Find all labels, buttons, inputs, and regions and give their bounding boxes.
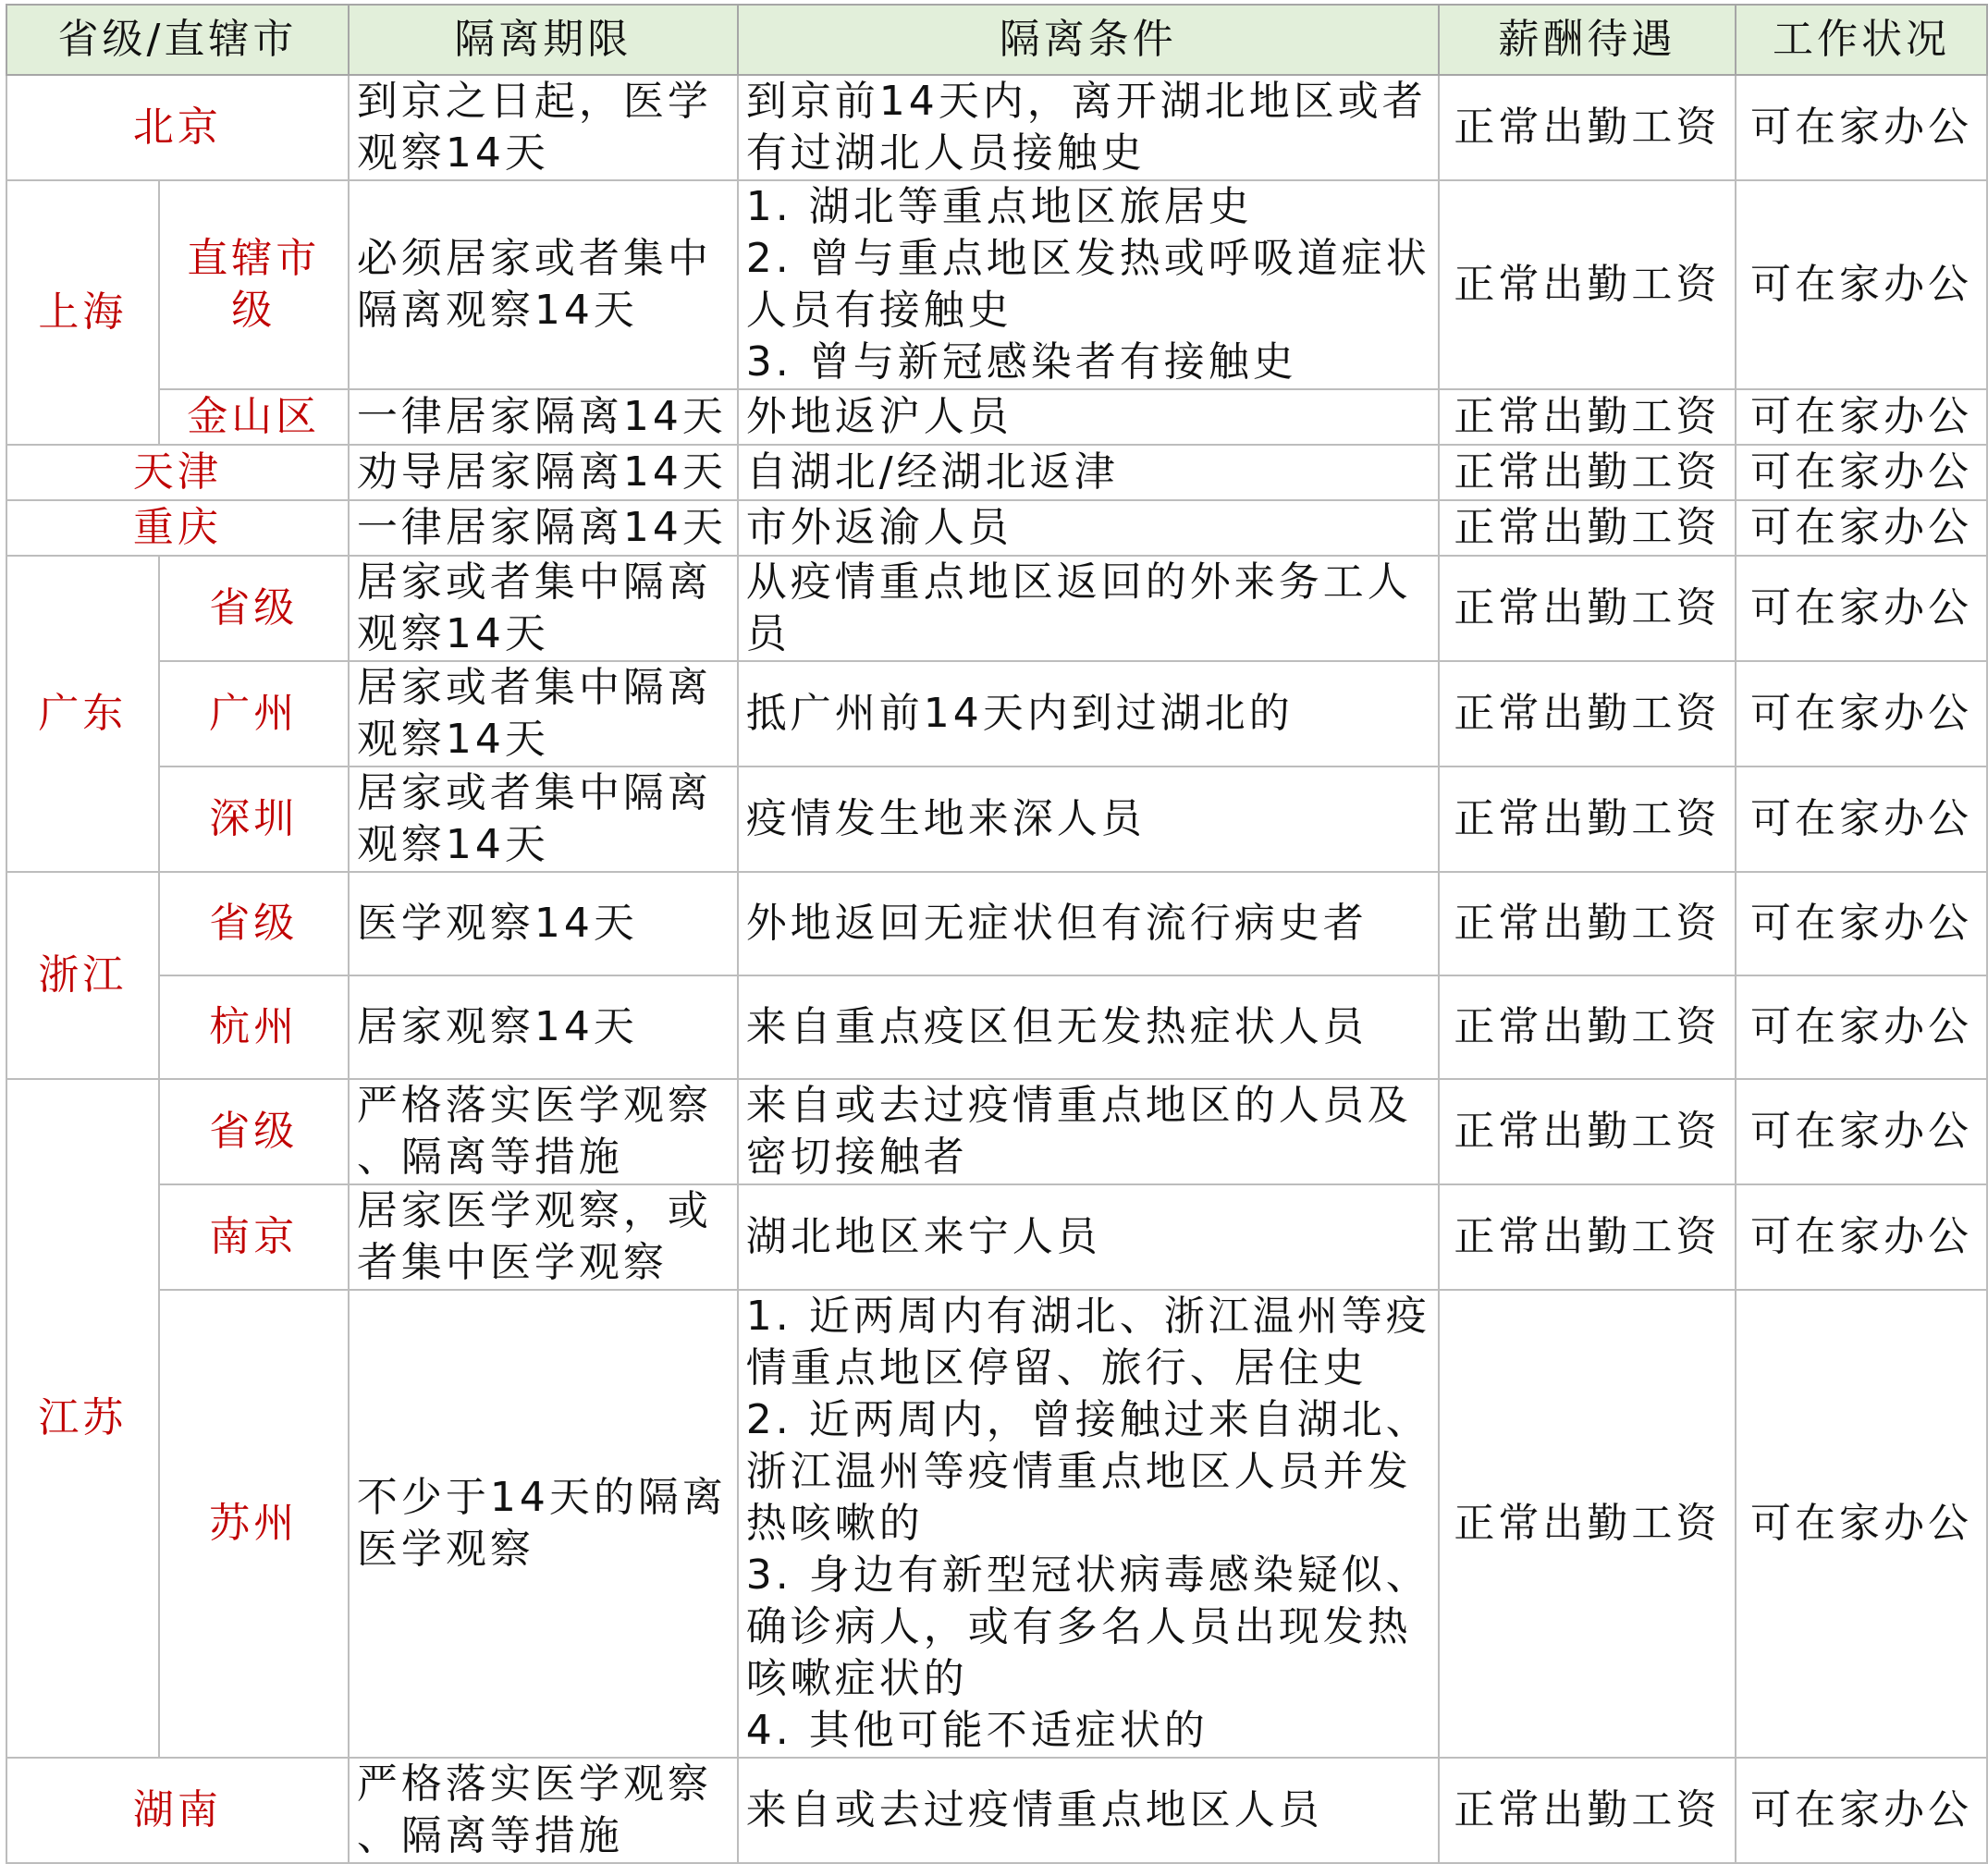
- period-cell: [349, 1079, 738, 1184]
- salary-cell: 正常出勤工资: [1439, 445, 1736, 500]
- period-line: 者集中医学观察: [356, 1239, 668, 1286]
- condition-line: 来自重点疫区但无发热症状人员: [745, 1003, 1368, 1050]
- period-cell: [349, 180, 738, 389]
- condition-cell: [738, 975, 1439, 1079]
- condition-cell: [738, 1079, 1439, 1184]
- table-row: [6, 1079, 1987, 1184]
- policy-table: [6, 4, 1988, 1864]
- table-row: [6, 872, 1987, 975]
- table-row: [6, 766, 1987, 872]
- period-line: 观察14天: [356, 610, 549, 657]
- condition-line: 3. 身边有新型冠状病毒感染疑似、: [745, 1551, 1430, 1599]
- condition-line: 从疫情重点地区返回的外来务工人: [745, 558, 1412, 606]
- subregion-cell: 直辖市级: [159, 180, 349, 389]
- period-line: 观察14天: [356, 716, 549, 763]
- period-line: 隔离观察14天: [356, 287, 638, 334]
- work-cell: 可在家办公: [1736, 75, 1987, 180]
- table-row: [6, 1758, 1987, 1863]
- header-row: [6, 5, 1987, 75]
- salary-cell: 正常出勤工资: [1439, 1758, 1736, 1863]
- condition-line: 3. 曾与新冠感染者有接触史: [745, 338, 1297, 386]
- subregion-cell: 苏州: [159, 1290, 349, 1758]
- condition-line: 来自或去过疫情重点地区的人员及: [745, 1082, 1412, 1129]
- condition-line: 确诊病人，或有多名人员出现发热: [745, 1603, 1412, 1650]
- period-cell: [349, 75, 738, 180]
- subregion-cell: 广州: [159, 661, 349, 766]
- salary-cell: 正常出勤工资: [1439, 1079, 1736, 1184]
- work-cell: 可在家办公: [1736, 445, 1987, 500]
- condition-cell: [738, 445, 1439, 500]
- period-line: 一律居家隔离14天: [356, 504, 727, 551]
- work-cell: 可在家办公: [1736, 556, 1987, 661]
- period-line: 居家或者集中隔离: [356, 558, 712, 606]
- condition-line: 2. 近两周内，曾接触过来自湖北、: [745, 1396, 1430, 1443]
- period-cell: [349, 766, 738, 872]
- condition-line: 有过湖北人员接触史: [745, 129, 1146, 177]
- period-line: 不少于14天的隔离: [356, 1474, 727, 1521]
- condition-line: 市外返渝人员: [745, 504, 1012, 551]
- condition-line: 员: [745, 610, 791, 657]
- condition-line: 1. 湖北等重点地区旅居史: [745, 183, 1253, 230]
- header-salary: 薪酬待遇: [1439, 5, 1736, 75]
- condition-line: 浙江温州等疫情重点地区人员并发: [745, 1448, 1412, 1495]
- condition-cell: [738, 556, 1439, 661]
- period-line: 一律居家隔离14天: [356, 393, 727, 440]
- region-cell: 广东: [6, 556, 159, 872]
- subregion-cell: 深圳: [159, 766, 349, 872]
- region-cell: 北京: [6, 75, 349, 180]
- salary-cell: 正常出勤工资: [1439, 389, 1736, 445]
- period-line: 医学观察: [356, 1526, 534, 1573]
- condition-line: 自湖北/经湖北返津: [745, 448, 1119, 496]
- condition-cell: [738, 1184, 1439, 1290]
- work-cell: 可在家办公: [1736, 180, 1987, 389]
- period-line: 居家或者集中隔离: [356, 769, 712, 816]
- condition-line: 到京前14天内，离开湖北地区或者: [745, 78, 1427, 125]
- table-row: [6, 75, 1987, 180]
- period-line: 观察14天: [356, 129, 549, 177]
- condition-line: 咳嗽症状的: [745, 1655, 968, 1702]
- salary-cell: 正常出勤工资: [1439, 180, 1736, 389]
- work-cell: 可在家办公: [1736, 661, 1987, 766]
- header-work: 工作状况: [1736, 5, 1987, 75]
- salary-cell: 正常出勤工资: [1439, 661, 1736, 766]
- region-cell: 上海: [6, 180, 159, 445]
- work-cell: 可在家办公: [1736, 1079, 1987, 1184]
- condition-line: 热咳嗽的: [745, 1500, 924, 1547]
- table-row: [6, 445, 1987, 500]
- condition-cell: [738, 180, 1439, 389]
- condition-line: 来自或去过疫情重点地区人员: [745, 1786, 1323, 1833]
- condition-cell: [738, 75, 1439, 180]
- table-row: [6, 180, 1987, 389]
- work-cell: 可在家办公: [1736, 975, 1987, 1079]
- table-row: [6, 389, 1987, 445]
- header-period: 隔离期限: [349, 5, 738, 75]
- period-cell: [349, 556, 738, 661]
- condition-line: 抵广州前14天内到过湖北的: [745, 690, 1294, 737]
- period-cell: [349, 1290, 738, 1758]
- period-line: 居家观察14天: [356, 1003, 638, 1050]
- condition-line: 2. 曾与重点地区发热或呼吸道症状: [745, 235, 1430, 282]
- table-row: [6, 1290, 1987, 1758]
- region-cell: 浙江: [6, 872, 159, 1079]
- period-line: 居家医学观察，或: [356, 1187, 712, 1234]
- period-line: 观察14天: [356, 821, 549, 868]
- condition-cell: [738, 766, 1439, 872]
- work-cell: 可在家办公: [1736, 1184, 1987, 1290]
- condition-line: 4. 其他可能不适症状的: [745, 1707, 1209, 1754]
- salary-cell: 正常出勤工资: [1439, 1290, 1736, 1758]
- table-row: [6, 1184, 1987, 1290]
- salary-cell: 正常出勤工资: [1439, 556, 1736, 661]
- period-cell: [349, 500, 738, 556]
- period-cell: [349, 389, 738, 445]
- subregion-cell: 杭州: [159, 975, 349, 1079]
- condition-cell: [738, 872, 1439, 975]
- period-line: 严格落实医学观察: [356, 1760, 712, 1808]
- work-cell: 可在家办公: [1736, 389, 1987, 445]
- work-cell: 可在家办公: [1736, 766, 1987, 872]
- period-line: 劝导居家隔离14天: [356, 448, 727, 496]
- period-cell: [349, 975, 738, 1079]
- period-cell: [349, 872, 738, 975]
- period-line: 、隔离等措施: [356, 1812, 623, 1859]
- subregion-cell: 金山区: [159, 389, 349, 445]
- region-cell: 湖南: [6, 1758, 349, 1863]
- condition-cell: [738, 1290, 1439, 1758]
- condition-line: 1. 近两周内有湖北、浙江温州等疫: [745, 1293, 1430, 1340]
- period-line: 严格落实医学观察: [356, 1082, 712, 1129]
- period-line: 到京之日起，医学: [356, 78, 712, 125]
- condition-cell: [738, 661, 1439, 766]
- table-row: [6, 975, 1987, 1079]
- subregion-cell: 南京: [159, 1184, 349, 1290]
- condition-cell: [738, 1758, 1439, 1863]
- condition-line: 情重点地区停留、旅行、居住史: [745, 1344, 1368, 1392]
- region-cell: 重庆: [6, 500, 349, 556]
- work-cell: 可在家办公: [1736, 500, 1987, 556]
- work-cell: 可在家办公: [1736, 1290, 1987, 1758]
- condition-line: 湖北地区来宁人员: [745, 1213, 1101, 1260]
- condition-line: 密切接触者: [745, 1134, 968, 1181]
- salary-cell: 正常出勤工资: [1439, 872, 1736, 975]
- header-region: 省级/直辖市: [6, 5, 349, 75]
- period-cell: [349, 661, 738, 766]
- condition-line: 人员有接触史: [745, 287, 1012, 334]
- period-line: 居家或者集中隔离: [356, 664, 712, 711]
- condition-line: 外地返沪人员: [745, 393, 1012, 440]
- table-row: [6, 500, 1987, 556]
- salary-cell: 正常出勤工资: [1439, 975, 1736, 1079]
- salary-cell: 正常出勤工资: [1439, 1184, 1736, 1290]
- subregion-cell: 省级: [159, 872, 349, 975]
- condition-cell: [738, 389, 1439, 445]
- salary-cell: 正常出勤工资: [1439, 500, 1736, 556]
- region-cell: 天津: [6, 445, 349, 500]
- table-row: [6, 556, 1987, 661]
- table-row: [6, 661, 1987, 766]
- subregion-cell: 省级: [159, 1079, 349, 1184]
- period-cell: [349, 1758, 738, 1863]
- condition-cell: [738, 500, 1439, 556]
- subregion-cell: 省级: [159, 556, 349, 661]
- period-line: 医学观察14天: [356, 900, 638, 947]
- period-cell: [349, 445, 738, 500]
- period-cell: [349, 1184, 738, 1290]
- period-line: 必须居家或者集中: [356, 235, 712, 282]
- salary-cell: 正常出勤工资: [1439, 75, 1736, 180]
- condition-line: 外地返回无症状但有流行病史者: [745, 900, 1368, 947]
- work-cell: 可在家办公: [1736, 872, 1987, 975]
- work-cell: 可在家办公: [1736, 1758, 1987, 1863]
- condition-line: 疫情发生地来深人员: [745, 795, 1146, 842]
- region-cell: 江苏: [6, 1079, 159, 1758]
- header-condition: 隔离条件: [738, 5, 1439, 75]
- salary-cell: 正常出勤工资: [1439, 766, 1736, 872]
- period-line: 、隔离等措施: [356, 1134, 623, 1181]
